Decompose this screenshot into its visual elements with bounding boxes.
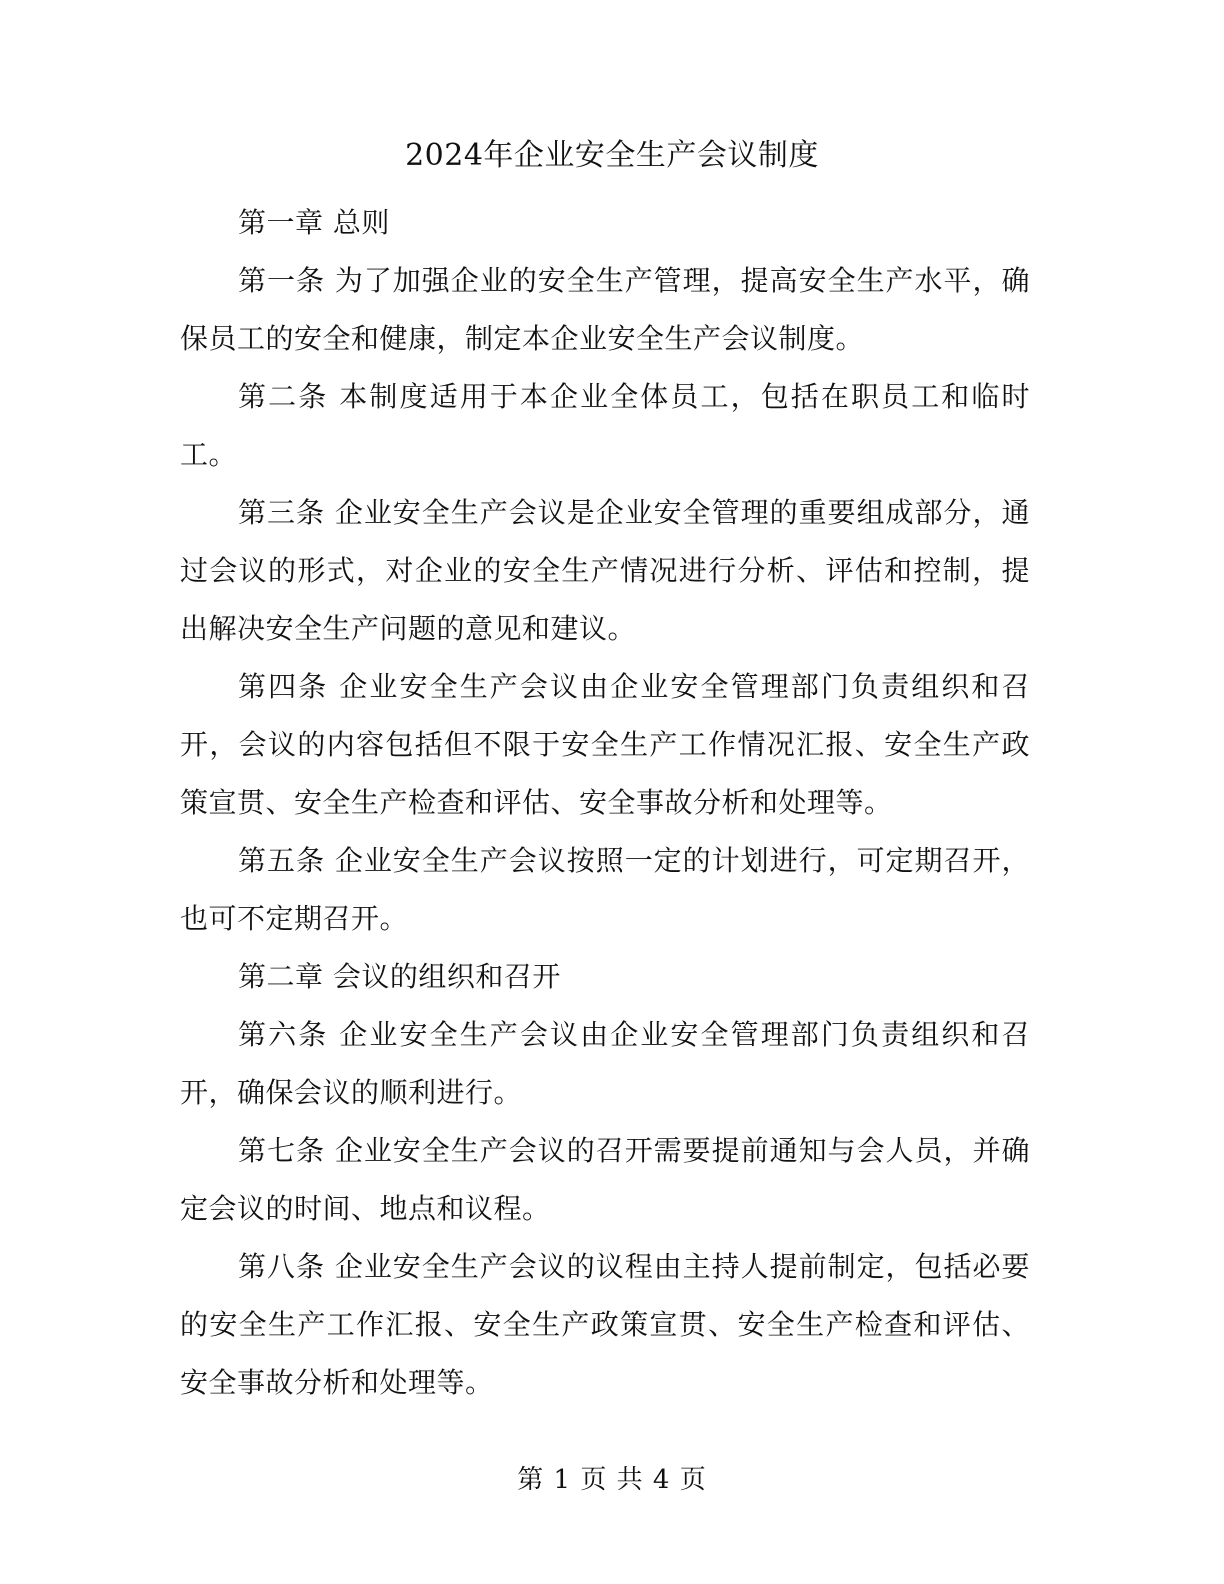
document-title: 2024年企业安全生产会议制度 <box>405 138 819 173</box>
chapter-heading-1: 第一章 总则 <box>238 206 390 239</box>
article-3: 第三条 企业安全生产会议是企业安全管理的重要组成部分，通过会议的形式，对企业的安全生产情况进行分析、评估和控制，提出解决安全生产问题的意见和建议。 <box>180 496 1030 645</box>
article-4: 第四条 企业安全生产会议由企业安全管理部门负责组织和召开，会议的内容包括但不限于安全生产工作情况汇报、安全生产政策宣贯、安全生产检查和评估、安全事故分析和处理等。 <box>180 670 1030 819</box>
article-8: 第八条 企业安全生产会议的议程由主持人提前制定，包括必要的安全生产工作汇报、安全生产政策宣贯、安全生产检查和评估、安全事故分析和处理等。 <box>180 1250 1030 1399</box>
chapter-heading-2: 第二章 会议的组织和召开 <box>238 960 561 993</box>
article-2: 第二条 本制度适用于本企业全体员工，包括在职员工和临时工。 <box>180 380 1030 471</box>
document-body <box>180 194 1030 1412</box>
article-7: 第七条 企业安全生产会议的召开需要提前通知与会人员，并确定会议的时间、地点和议程。 <box>180 1134 1030 1225</box>
article-1: 第一条 为了加强企业的安全生产管理，提高安全生产水平，确保员工的安全和健康，制定本企业安全生产会议制度。 <box>180 264 1030 355</box>
article-6: 第六条 企业安全生产会议由企业安全管理部门负责组织和召开，确保会议的顺利进行。 <box>180 1018 1030 1109</box>
page-footer: 第 1 页 共 4 页 <box>517 1465 707 1495</box>
article-5: 第五条 企业安全生产会议按照一定的计划进行，可定期召开，也可不定期召开。 <box>180 844 1030 935</box>
